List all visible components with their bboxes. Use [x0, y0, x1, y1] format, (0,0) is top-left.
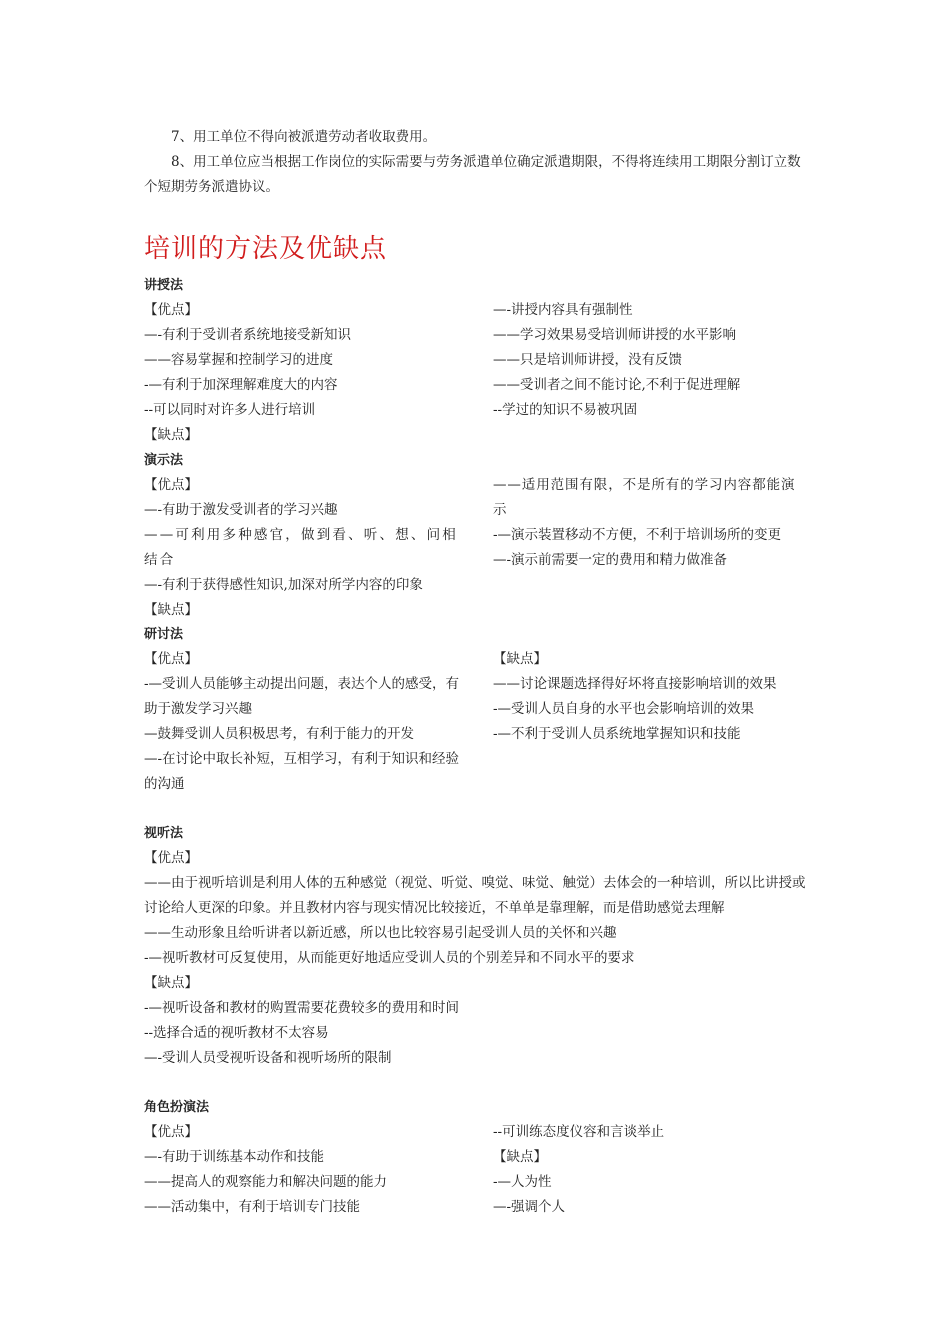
- list-item: ——学习效果易受培训师讲授的水平影响: [493, 327, 736, 343]
- page-title: 培训的方法及优缺点: [144, 234, 388, 264]
- list-item: 【缺点】: [493, 651, 547, 667]
- list-item: —-演示前需要一定的费用和精力做准备: [493, 552, 728, 568]
- section-lecture: [144, 273, 809, 443]
- demo-right-column: [493, 473, 809, 573]
- av-content: [144, 846, 809, 1071]
- list-item: ——提高人的观察能力和解决问题的能力: [144, 1174, 387, 1190]
- list-item: ——由于视听培训是利用人体的五种感觉（视觉、听觉、嗅觉、味觉、触觉）去体会的一种培训，所以比讲授或讨论给人更深的印象。并且教材内容与现实情况比较接近，不单单是靠理解，而是借助感觉去理解: [144, 875, 806, 916]
- list-item: —-有利于获得感性知识,加深对所学内容的印象: [144, 577, 423, 593]
- list-item: --学过的知识不易被巩固: [493, 402, 638, 418]
- list-item: 【优点】: [144, 477, 198, 493]
- section-heading: 演示法: [144, 453, 184, 468]
- list-item: -—视听设备和教材的购置需要花费较多的费用和时间: [144, 1000, 460, 1016]
- section-heading: 讲授法: [144, 278, 184, 293]
- seminar-left-column: [144, 647, 466, 797]
- list-item: -—演示装置移动不方便，不利于培训场所的变更: [493, 527, 782, 543]
- seminar-right-column: [493, 647, 809, 747]
- list-item: ——讨论课题选择得好坏将直接影响培训的效果: [493, 676, 777, 692]
- list-item: 【优点】: [144, 651, 198, 667]
- demo-left-column: [144, 473, 462, 623]
- list-item: -—人为性: [493, 1174, 552, 1190]
- list-item: -—受训人员能够主动提出问题，表达个人的感受，有助于激发学习兴趣: [144, 676, 460, 717]
- section-heading: 研讨法: [144, 627, 184, 642]
- role-left-column: [144, 1120, 474, 1220]
- list-item: --可以同时对许多人进行培训: [144, 402, 316, 418]
- section-seminar: [144, 622, 809, 792]
- list-item: —-强调个人: [493, 1199, 566, 1215]
- list-item: 【缺点】: [144, 602, 198, 618]
- list-item: ——活动集中，有利于培训专门技能: [144, 1199, 360, 1215]
- section-heading: 视听法: [144, 826, 184, 841]
- list-item: 【优点】: [144, 1124, 198, 1140]
- section-heading: 角色扮演法: [144, 1100, 210, 1115]
- list-item: ——只是培训师讲授，没有反馈: [493, 352, 682, 368]
- list-item: ——容易掌握和控制学习的进度: [144, 352, 333, 368]
- intro-item-8: 8、用工单位应当根据工作岗位的实际需要与劳务派遣单位确定派遣期限，不得将连续用工期限分割订立数个短期劳务派遣协议。: [144, 154, 801, 195]
- section-demo: [144, 448, 809, 618]
- list-item: —-有助于训练基本动作和技能: [144, 1149, 325, 1165]
- list-item: ——适用范围有限，不是所有的学习内容都能演示: [493, 477, 796, 518]
- list-item: -—视听教材可反复使用，从而能更好地适应受训人员的个别差异和不同水平的要求: [144, 950, 635, 966]
- role-right-column: [493, 1120, 809, 1220]
- list-item: -—受训人员自身的水平也会影响培训的效果: [493, 701, 755, 717]
- list-item: —-受训人员受视听设备和视听场所的限制: [144, 1050, 392, 1066]
- list-item: -—有利于加深理解难度大的内容: [144, 377, 338, 393]
- list-item: ——受训者之间不能讨论,不利于促进理解: [493, 377, 741, 393]
- section-role-play: [144, 1095, 809, 1215]
- list-item: 【缺点】: [144, 427, 198, 443]
- list-item: 【优点】: [144, 302, 198, 318]
- list-item: ——可利用多种感官，做到看、听、想、问相结合: [144, 527, 458, 568]
- list-item: -—不利于受训人员系统地掌握知识和技能: [493, 726, 741, 742]
- list-item: 【缺点】: [144, 975, 198, 991]
- lecture-right-column: [493, 298, 809, 423]
- list-item: —鼓舞受训人员积极思考，有利于能力的开发: [144, 726, 414, 742]
- list-item: 【缺点】: [493, 1149, 547, 1165]
- list-item: 【优点】: [144, 850, 198, 866]
- list-item: --选择合适的视听教材不太容易: [144, 1025, 329, 1041]
- intro-item-7: 7、用工单位不得向被派遣劳动者收取费用。: [171, 129, 437, 145]
- list-item: —-有利于受训者系统地接受新知识: [144, 327, 352, 343]
- lecture-left-column: [144, 298, 474, 448]
- section-audiovisual: [144, 821, 809, 1066]
- list-item: —-讲授内容具有强制性: [493, 302, 633, 318]
- list-item: --可训练态度仪容和言谈举止: [493, 1124, 665, 1140]
- list-item: ——生动形象且给听讲者以新近感，所以也比较容易引起受训人员的关怀和兴趣: [144, 925, 617, 941]
- list-item: —-在讨论中取长补短，互相学习，有利于知识和经验的沟通: [144, 751, 460, 792]
- list-item: —-有助于激发受训者的学习兴趣: [144, 502, 338, 518]
